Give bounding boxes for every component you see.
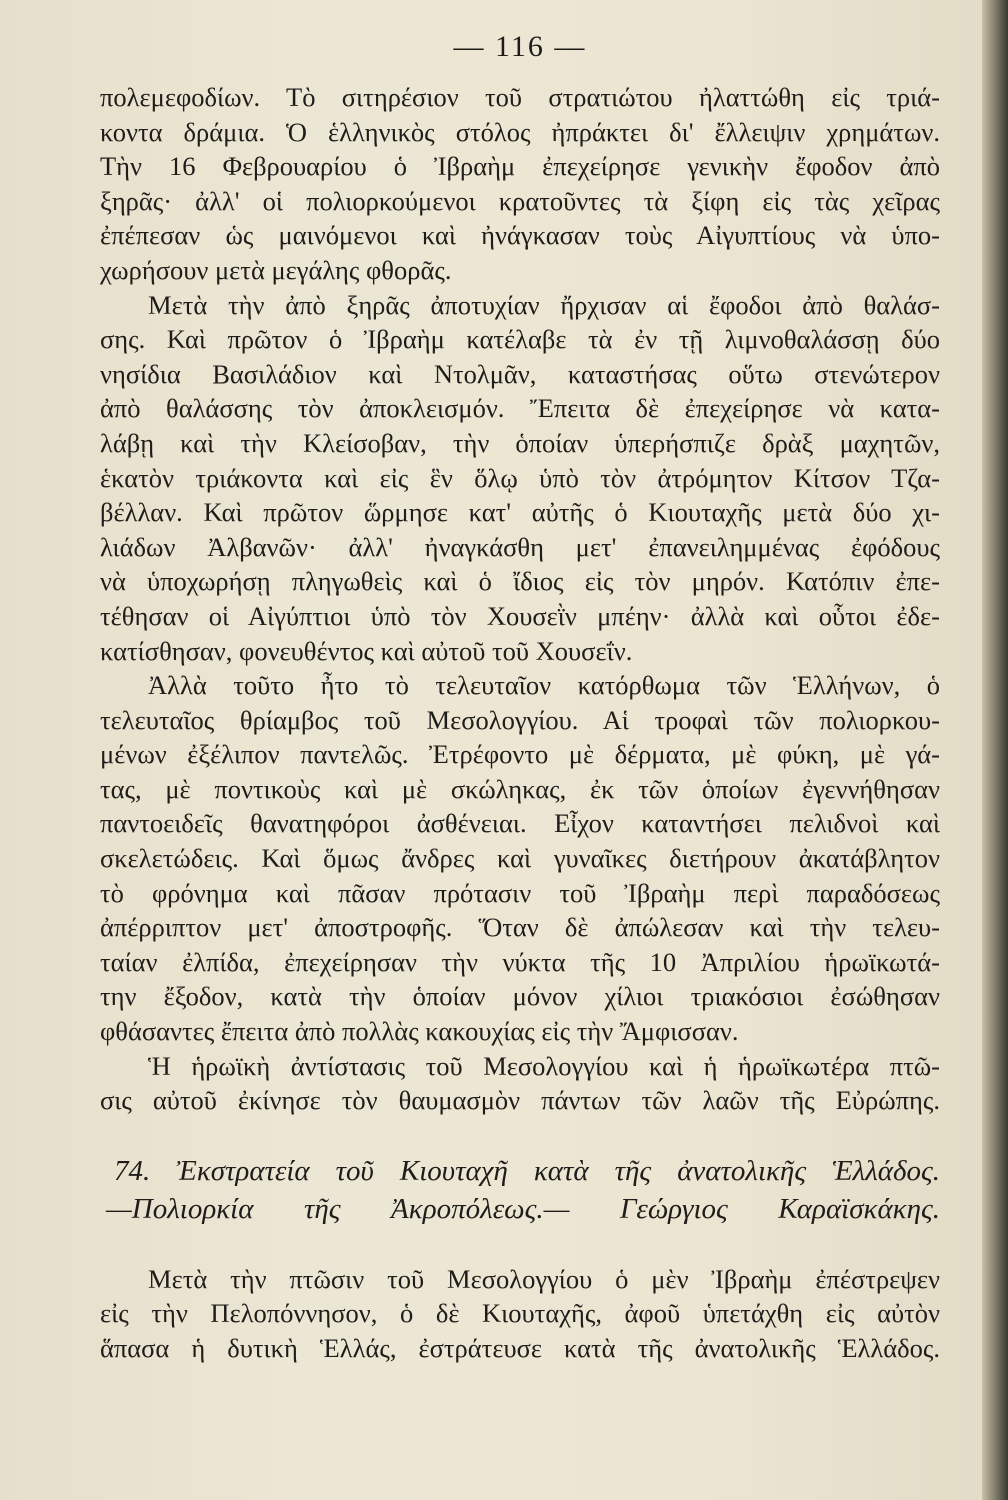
text-line: ταίαν ἐλπίδα, ἐπεχείρησαν τὴν νύκτα τῆς 10 Ἀπριλίου ἡρωϊκωτά- bbox=[100, 946, 940, 977]
spacer bbox=[100, 1118, 940, 1152]
text-line: χωρήσουν μετὰ μεγάλης φθορᾶς. bbox=[100, 254, 452, 285]
text-line: τας, μὲ ποντικοὺς καὶ μὲ σκώληκας, ἐκ τῶν ὁποίων ἐγεννήθησαν bbox=[100, 773, 940, 804]
paragraph bbox=[100, 1262, 940, 1366]
text-line: βέλλαν. Καὶ πρῶτον ὥρμησε κατ' αὐτῆς ὁ Κιουταχῆς μετὰ δύο χι- bbox=[100, 497, 940, 528]
text-line: Μετὰ τὴν πτῶσιν τοῦ Μεσολογγίου ὁ μὲν Ἰβραὴμ ἐπέστρεψεν bbox=[148, 1263, 940, 1294]
text-line: Ἀλλὰ τοῦτο ἦτο τὸ τελευταῖον κατόρθωμα τῶν Ἑλλήνων, ὁ bbox=[148, 670, 940, 701]
text-line: Τὴν 16 Φεβρουαρίου ὁ Ἰβραὴμ ἐπεχείρησε γενικὴν ἔφοδον ἀπὸ bbox=[100, 151, 940, 182]
text-line: ἐπέπεσαν ὡς μαινόμενοι καὶ ἠνάγκασαν τοὺς Αἰγυπτίους νὰ ὑπο- bbox=[100, 220, 940, 251]
text-line: λάβῃ καὶ τὴν Κλείσοβαν, τὴν ὁποίαν ὑπερήσπιζε δρὰξ μαχητῶν, bbox=[100, 427, 940, 458]
text-line: λιάδων Ἀλβανῶν· ἀλλ' ἠναγκάσθη μετ' ἐπανειλημμένας ἐφόδους bbox=[100, 531, 940, 562]
text-line: την ἔξοδον, κατὰ τὴν ὁποίαν μόνον χίλιοι τριακόσιοι ἐσώθησαν bbox=[100, 981, 940, 1012]
paragraph bbox=[100, 288, 940, 669]
page-number: — 116 — bbox=[453, 30, 587, 63]
text-line: Ἡ ἡρωϊκὴ ἀντίστασις τοῦ Μεσολογγίου καὶ ἡ ἡρωϊκωτέρα πτῶ- bbox=[148, 1050, 940, 1081]
book-spine-edge bbox=[982, 0, 1008, 1500]
text-line: μένων ἐξέλιπον παντελῶς. Ἐτρέφοντο μὲ δέρματα, μὲ φύκη, μὲ γά- bbox=[100, 739, 940, 770]
text-line: κοντα δράμια. Ὁ ἑλληνικὸς στόλος ἠπράκτει δι' ἔλλειψιν χρημάτων. bbox=[100, 116, 940, 147]
paragraph bbox=[100, 80, 940, 288]
text-line: εἰς τὴν Πελοπόννησον, ὁ δὲ Κιουταχῆς, ἀφοῦ ὑπετάχθη εἰς αὐτὸν bbox=[100, 1298, 940, 1329]
text-line: τέθησαν οἱ Αἰγύπτιοι ὑπὸ τὸν Χουσεῒν μπέην· ἀλλὰ καὶ οὗτοι ἐδε- bbox=[100, 600, 940, 631]
text-line: σις αὐτοῦ ἐκίνησε τὸν θαυμασμὸν πάντων τῶν λαῶν τῆς Εὐρώπης. bbox=[100, 1085, 940, 1116]
text-line: ξηρᾶς· ἀλλ' οἱ πολιορκούμενοι κρατοῦντες τὰ ξίφη εἰς τὰς χεῖρας bbox=[100, 185, 940, 216]
paragraph bbox=[100, 668, 940, 1049]
spacer bbox=[100, 1228, 940, 1262]
text-line: νησίδια Βασιλάδιον καὶ Ντολμᾶν, καταστήσας οὕτω στενώτερον bbox=[100, 358, 940, 389]
page-text bbox=[100, 80, 940, 1366]
text-line: τελευταῖος θρίαμβος τοῦ Μεσολογγίου. Αἱ τροφαὶ τῶν πολιορκου- bbox=[100, 704, 940, 735]
text-line: ἀπέρριπτον μετ' ἀποστροφῆς. Ὅταν δὲ ἀπώλεσαν καὶ τὴν τελευ- bbox=[100, 912, 940, 943]
text-line: φθάσαντες ἔπειτα ἀπὸ πολλὰς κακουχίας εἰς τὴν Ἄμφισσαν. bbox=[100, 1016, 739, 1047]
text-line: σης. Καὶ πρῶτον ὁ Ἰβραὴμ κατέλαβε τὰ ἐν τῇ λιμνοθαλάσσῃ δύο bbox=[100, 324, 940, 355]
text-line: σκελετώδεις. Καὶ ὅμως ἄνδρες καὶ γυναῖκες διετήρουν ἀκατάβλητον bbox=[100, 843, 940, 874]
text-line: παντοειδεῖς θανατηφόροι ἀσθένειαι. Εἶχον καταντήσει πελιδνοὶ καὶ bbox=[100, 808, 940, 839]
section-heading bbox=[100, 1152, 940, 1228]
paragraph bbox=[100, 1049, 940, 1118]
text-line: ἑκατὸν τριάκοντα καὶ εἰς ἓν ὅλῳ ὑπὸ τὸν ἀτρόμητον Κίτσον Τζα- bbox=[100, 462, 940, 493]
text-line: ἅπασα ἡ δυτικὴ Ἑλλάς, ἐστράτευσε κατὰ τῆς ἀνατολικῆς Ἑλλάδος. bbox=[100, 1333, 940, 1363]
section-heading-line: —Πολιορκία τῆς Ἀκροπόλεως.— Γεώργιος Καραϊσκάκης. bbox=[106, 1192, 940, 1225]
text-line: ἀπὸ θαλάσσης τὸν ἀποκλεισμόν. Ἔπειτα δὲ ἐπεχείρησε νὰ κατα- bbox=[100, 393, 940, 424]
section-heading-line: 74. Ἐκστρατεία τοῦ Κιουταχῆ κατὰ τῆς ἀνατολικῆς Ἑλλάδος. bbox=[114, 1154, 940, 1187]
text-line: νὰ ὑποχωρήσῃ πληγωθεὶς καὶ ὁ ἴδιος εἰς τὸν μηρόν. Κατόπιν ἐπε- bbox=[100, 566, 940, 597]
text-line: τὸ φρόνημα καὶ πᾶσαν πρότασιν τοῦ Ἰβραὴμ περὶ παραδόσεως bbox=[100, 877, 940, 908]
text-line: πολεμεφοδίων. Τὸ σιτηρέσιον τοῦ στρατιώτου ἠλαττώθη εἰς τριά- bbox=[100, 82, 940, 112]
text-line: Μετὰ τὴν ἀπὸ ξηρᾶς ἀποτυχίαν ἤρχισαν αἱ ἔφοδοι ἀπὸ θαλάσ- bbox=[148, 289, 940, 320]
text-line: κατίσθησαν, φονευθέντος καὶ αὐτοῦ τοῦ Χουσεΐν. bbox=[100, 635, 633, 666]
